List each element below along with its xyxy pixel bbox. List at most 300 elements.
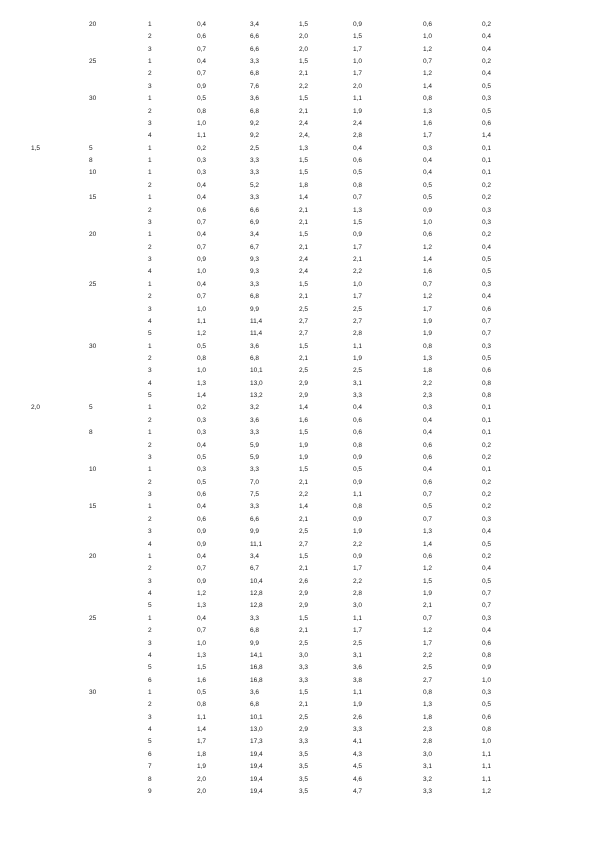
table-cell: 0,2 <box>482 503 492 511</box>
table-cell: 11,4 <box>250 330 263 338</box>
table-cell: 0,3 <box>482 280 492 288</box>
table-cell: 0,1 <box>482 157 492 165</box>
table-cell: 0,3 <box>197 416 207 424</box>
table-cell: 0,5 <box>482 354 492 362</box>
table-row <box>0 564 595 573</box>
table-cell: 3,6 <box>353 664 363 672</box>
table-cell: 1,7 <box>353 293 363 301</box>
table-cell: 1,9 <box>423 317 433 325</box>
table-cell: 0,4 <box>423 157 433 165</box>
table-cell: 0,4 <box>482 70 492 78</box>
table-cell: 25 <box>89 58 97 66</box>
table-cell: 0,4 <box>482 293 492 301</box>
table-cell: 4,5 <box>353 763 363 771</box>
table-cell: 1 <box>148 404 152 412</box>
table-cell: 30 <box>89 688 97 696</box>
table-row <box>0 515 595 524</box>
table-cell: 1 <box>148 429 152 437</box>
table-cell: 2,5 <box>299 713 309 721</box>
table-cell: 1,0 <box>197 268 207 276</box>
table-cell: 2,5 <box>299 528 309 536</box>
table-cell: 1 <box>148 58 152 66</box>
table-cell: 0,7 <box>423 515 433 523</box>
table-cell: 0,6 <box>353 416 363 424</box>
table-cell: 2 <box>148 515 152 523</box>
table-row <box>0 465 595 474</box>
table-cell: 0,2 <box>482 21 492 28</box>
table-cell: 0,6 <box>353 429 363 437</box>
table-cell: 2,5 <box>299 305 309 313</box>
table-cell: 3,3 <box>250 157 260 165</box>
table-cell: 1 <box>148 21 152 28</box>
table-cell: 3 <box>148 45 152 53</box>
table-cell: 2,1 <box>299 701 309 709</box>
table-cell: 3,3 <box>423 787 433 795</box>
table-cell: 2,0 <box>197 775 207 783</box>
table-cell: 12,8 <box>250 602 263 610</box>
table-cell: 19,4 <box>250 787 263 795</box>
table-cell: 3 <box>148 577 152 585</box>
table-cell: 1,7 <box>353 243 363 251</box>
table-cell: 19,4 <box>250 775 263 783</box>
table-cell: 1,5 <box>299 429 309 437</box>
table-cell: 1,9 <box>299 441 309 449</box>
table-cell: 1,9 <box>197 763 207 771</box>
table-cell: 0,2 <box>482 491 492 499</box>
table-row <box>0 453 595 462</box>
table-cell: 1,5 <box>299 614 309 622</box>
table-cell: 2,4 <box>299 256 309 264</box>
table-cell: 1,2 <box>423 70 433 78</box>
table-cell: 2 <box>148 565 152 573</box>
table-row <box>0 601 595 610</box>
table-cell: 1,4 <box>299 194 309 202</box>
table-cell: 4,6 <box>353 775 363 783</box>
table-cell: 5 <box>148 392 152 400</box>
table-cell: 1,5 <box>299 280 309 288</box>
table-cell: 25 <box>89 280 97 288</box>
table-cell: 1,1 <box>353 614 363 622</box>
table-cell: 1,5 <box>299 342 309 350</box>
table-cell: 1,9 <box>299 453 309 461</box>
table-cell: 1 <box>148 231 152 239</box>
table-row <box>0 502 595 511</box>
table-cell: 0,4 <box>482 627 492 635</box>
table-row <box>0 403 595 412</box>
table-row <box>0 713 595 722</box>
table-cell: 0,3 <box>197 169 207 177</box>
table-cell: 3,5 <box>299 763 309 771</box>
table-cell: 0,3 <box>482 342 492 350</box>
table-cell: 2 <box>148 701 152 709</box>
table-cell: 2,1 <box>423 602 433 610</box>
table-cell: 0,7 <box>197 565 207 573</box>
table-cell: 2,9 <box>299 590 309 598</box>
table-cell: 3,3 <box>250 614 260 622</box>
table-row <box>0 168 595 177</box>
table-row <box>0 131 595 140</box>
table-cell: 1,0 <box>423 33 433 41</box>
table-cell: 1,6 <box>197 676 207 684</box>
table-row <box>0 762 595 771</box>
table-cell: 3 <box>148 453 152 461</box>
table-cell: 6,8 <box>250 627 260 635</box>
table-cell: 2,2 <box>423 379 433 387</box>
table-cell: 3 <box>148 218 152 226</box>
table-cell: 2,5 <box>423 664 433 672</box>
table-cell: 0,7 <box>197 627 207 635</box>
table-cell: 9,3 <box>250 268 260 276</box>
table-cell: 1,7 <box>353 45 363 53</box>
table-row <box>0 230 595 239</box>
table-cell: 6,6 <box>250 33 260 41</box>
table-cell: 0,1 <box>482 429 492 437</box>
table-cell: 0,1 <box>482 466 492 474</box>
table-cell: 15 <box>89 194 97 202</box>
table-cell: 1,3 <box>423 528 433 536</box>
table-cell: 2,0 <box>299 45 309 53</box>
table-cell: 15 <box>89 503 97 511</box>
table-cell: 9,9 <box>250 305 260 313</box>
table-cell: 5 <box>148 738 152 746</box>
table-cell: 0,4 <box>423 169 433 177</box>
table-cell: 1,4 <box>197 726 207 734</box>
table-cell: 2,6 <box>353 713 363 721</box>
table-cell: 1,2 <box>423 45 433 53</box>
table-cell: 0,7 <box>197 70 207 78</box>
table-cell: 0,4 <box>197 194 207 202</box>
table-cell: 0,4 <box>482 243 492 251</box>
table-cell: 1,4 <box>197 392 207 400</box>
table-cell: 1,1 <box>353 688 363 696</box>
table-cell: 0,6 <box>482 367 492 375</box>
table-row <box>0 540 595 549</box>
table-row <box>0 737 595 746</box>
table-cell: 2,5 <box>353 367 363 375</box>
table-cell: 1,3 <box>299 144 309 152</box>
table-cell: 3,3 <box>299 738 309 746</box>
table-cell: 0,1 <box>482 416 492 424</box>
table-cell: 1,1 <box>197 317 207 325</box>
table-cell: 0,3 <box>482 688 492 696</box>
table-cell: 2,2 <box>353 540 363 548</box>
table-cell: 0,8 <box>197 107 207 115</box>
table-row <box>0 32 595 41</box>
table-row <box>0 57 595 66</box>
table-cell: 3,2 <box>423 775 433 783</box>
table-cell: 0,7 <box>197 243 207 251</box>
table-cell: 1,7 <box>353 565 363 573</box>
table-cell: 3,5 <box>299 775 309 783</box>
table-cell: 10 <box>89 466 97 474</box>
table-cell: 1,1 <box>197 132 207 140</box>
table-cell: 0,8 <box>423 688 433 696</box>
table-cell: 0,9 <box>353 21 363 28</box>
table-cell: 2,1 <box>299 107 309 115</box>
table-cell: 9,9 <box>250 528 260 536</box>
table-row <box>0 651 595 660</box>
table-cell: 2,7 <box>353 317 363 325</box>
table-cell: 0,5 <box>197 342 207 350</box>
table-cell: 3,0 <box>423 750 433 758</box>
table-cell: 3 <box>148 82 152 90</box>
table-cell: 0,5 <box>197 95 207 103</box>
table-cell: 0,7 <box>197 218 207 226</box>
table-cell: 1,2 <box>197 330 207 338</box>
table-cell: 6,8 <box>250 293 260 301</box>
table-cell: 0,5 <box>197 688 207 696</box>
table-cell: 1,5 <box>353 33 363 41</box>
table-cell: 1,5 <box>299 157 309 165</box>
table-cell: 2 <box>148 243 152 251</box>
table-cell: 2,2 <box>299 82 309 90</box>
table-cell: 0,6 <box>423 441 433 449</box>
table-cell: 1,9 <box>423 330 433 338</box>
table-cell: 3,6 <box>250 342 260 350</box>
table-cell: 1,9 <box>353 701 363 709</box>
table-cell: 0,5 <box>482 256 492 264</box>
table-cell: 3,3 <box>250 58 260 66</box>
table-cell: 30 <box>89 342 97 350</box>
table-cell: 4 <box>148 590 152 598</box>
table-cell: 16,8 <box>250 664 263 672</box>
table-cell: 4 <box>148 379 152 387</box>
table-cell: 0,9 <box>197 82 207 90</box>
table-cell: 1,0 <box>482 676 492 684</box>
table-row <box>0 391 595 400</box>
table-cell: 0,7 <box>482 590 492 598</box>
table-cell: 2 <box>148 441 152 449</box>
table-cell: 3,3 <box>299 676 309 684</box>
table-row <box>0 416 595 425</box>
table-cell: 1,5 <box>299 231 309 239</box>
table-cell: 3,3 <box>353 726 363 734</box>
table-cell: 1 <box>148 614 152 622</box>
table-cell: 3,6 <box>250 95 260 103</box>
table-cell: 1,4 <box>423 540 433 548</box>
table-cell: 8 <box>89 157 93 165</box>
table-cell: 0,6 <box>197 491 207 499</box>
table-row <box>0 144 595 153</box>
table-row <box>0 255 595 264</box>
table-cell: 1,6 <box>423 119 433 127</box>
table-cell: 1,2 <box>423 565 433 573</box>
table-cell: 3 <box>148 119 152 127</box>
table-cell: 0,6 <box>482 713 492 721</box>
table-cell: 20 <box>89 231 97 239</box>
table-cell: 0,8 <box>353 441 363 449</box>
table-cell: 2,9 <box>299 392 309 400</box>
table-row <box>0 119 595 128</box>
table-cell: 10 <box>89 169 97 177</box>
table-cell: 0,1 <box>482 169 492 177</box>
table-cell: 0,8 <box>353 503 363 511</box>
table-cell: 1,4 <box>423 256 433 264</box>
table-cell: 0,4 <box>423 416 433 424</box>
table-cell: 3,5 <box>299 787 309 795</box>
table-cell: 1,3 <box>353 206 363 214</box>
table-cell: 0,4 <box>482 528 492 536</box>
table-cell: 1,0 <box>423 218 433 226</box>
table-cell: 0,9 <box>353 231 363 239</box>
table-cell: 0,5 <box>353 466 363 474</box>
table-cell: 2,0 <box>299 33 309 41</box>
table-row <box>0 280 595 289</box>
table-cell: 4,1 <box>353 738 363 746</box>
table-row <box>0 206 595 215</box>
table-cell: 3,6 <box>250 416 260 424</box>
table-cell: 0,8 <box>482 392 492 400</box>
table-cell: 0,6 <box>197 206 207 214</box>
table-cell: 0,7 <box>197 45 207 53</box>
table-cell: 0,5 <box>482 540 492 548</box>
table-cell: 3,0 <box>353 602 363 610</box>
table-cell: 1,8 <box>197 750 207 758</box>
table-cell: 1,5 <box>299 466 309 474</box>
table-cell: 1,5 <box>423 577 433 585</box>
table-cell: 1,1 <box>353 342 363 350</box>
table-cell: 2,5 <box>353 305 363 313</box>
table-cell: 0,2 <box>482 231 492 239</box>
table-cell: 1,9 <box>353 107 363 115</box>
table-cell: 1 <box>148 466 152 474</box>
table-cell: 2,9 <box>299 602 309 610</box>
table-cell: 1,1 <box>197 713 207 721</box>
table-cell: 6,7 <box>250 243 260 251</box>
table-cell: 1,3 <box>423 107 433 115</box>
table-cell: 13,0 <box>250 726 263 734</box>
table-row <box>0 552 595 561</box>
table-cell: 3,3 <box>250 280 260 288</box>
table-cell: 1,5 <box>353 218 363 226</box>
table-cell: 0,4 <box>423 429 433 437</box>
table-cell: 0,4 <box>423 466 433 474</box>
table-cell: 8 <box>148 775 152 783</box>
table-cell: 0,2 <box>482 552 492 560</box>
table-cell: 2,0 <box>353 82 363 90</box>
table-cell: 0,2 <box>197 404 207 412</box>
table-cell: 2,2 <box>353 268 363 276</box>
table-cell: 2,5 <box>353 639 363 647</box>
table-cell: 0,5 <box>482 577 492 585</box>
table-cell: 2,8 <box>353 590 363 598</box>
table-cell: 1,1 <box>353 95 363 103</box>
table-cell: 2,7 <box>299 330 309 338</box>
table-cell: 1,0 <box>197 305 207 313</box>
table-cell: 0,7 <box>423 491 433 499</box>
table-cell: 1,0 <box>197 367 207 375</box>
table-cell: 0,4 <box>197 231 207 239</box>
table-cell: 2,5 <box>299 639 309 647</box>
table-cell: 1 <box>148 552 152 560</box>
table-cell: 7,6 <box>250 82 260 90</box>
table-cell: 3,4 <box>250 21 260 28</box>
table-cell: 0,8 <box>423 342 433 350</box>
table-cell: 2 <box>148 181 152 189</box>
table-cell: 1,3 <box>197 602 207 610</box>
table-cell: 5 <box>148 602 152 610</box>
table-cell: 2,4, <box>299 132 310 140</box>
table-cell: 1,3 <box>197 651 207 659</box>
table-cell: 6,7 <box>250 565 260 573</box>
table-cell: 3 <box>148 367 152 375</box>
table-cell: 5 <box>148 664 152 672</box>
table-cell: 3,4 <box>250 231 260 239</box>
table-cell: 2,0 <box>31 404 41 412</box>
table-cell: 6,6 <box>250 206 260 214</box>
table-cell: 2,5 <box>250 144 260 152</box>
table-cell: 5 <box>148 330 152 338</box>
table-cell: 1 <box>148 194 152 202</box>
table-cell: 2,1 <box>299 627 309 635</box>
table-cell: 6 <box>148 750 152 758</box>
table-row <box>0 107 595 116</box>
table-cell: 1,7 <box>197 738 207 746</box>
table-cell: 1 <box>148 157 152 165</box>
table-row <box>0 589 595 598</box>
table-cell: 3,3 <box>250 503 260 511</box>
table-row <box>0 775 595 784</box>
table-cell: 3,3 <box>250 466 260 474</box>
table-cell: 0,6 <box>423 231 433 239</box>
table-cell: 2,4 <box>353 119 363 127</box>
table-cell: 1,6 <box>423 268 433 276</box>
table-row <box>0 700 595 709</box>
table-cell: 3,5 <box>299 750 309 758</box>
table-cell: 4 <box>148 540 152 548</box>
table-cell: 19,4 <box>250 750 263 758</box>
table-row <box>0 156 595 165</box>
table-cell: 1,9 <box>353 528 363 536</box>
table-cell: 0,6 <box>423 21 433 28</box>
table-cell: 2,1 <box>299 565 309 573</box>
table-cell: 9,9 <box>250 639 260 647</box>
table-row <box>0 379 595 388</box>
table-cell: 1,5 <box>299 21 309 28</box>
table-row <box>0 267 595 276</box>
table-cell: 2,7 <box>299 317 309 325</box>
table-cell: 2,4 <box>299 119 309 127</box>
table-cell: 20 <box>89 552 97 560</box>
table-cell: 2 <box>148 33 152 41</box>
table-cell: 0,7 <box>482 330 492 338</box>
table-cell: 3,6 <box>250 688 260 696</box>
table-cell: 0,7 <box>423 58 433 66</box>
table-cell: 3 <box>148 713 152 721</box>
table-cell: 0,9 <box>197 256 207 264</box>
table-cell: 0,9 <box>482 664 492 672</box>
table-cell: 0,7 <box>423 614 433 622</box>
table-cell: 5,9 <box>250 441 260 449</box>
table-row <box>0 342 595 351</box>
table-cell: 1,1 <box>353 491 363 499</box>
table-cell: 3,1 <box>353 379 363 387</box>
table-cell: 7,5 <box>250 491 260 499</box>
table-row <box>0 787 595 796</box>
table-cell: 7,0 <box>250 478 260 486</box>
table-cell: 9,2 <box>250 119 260 127</box>
table-cell: 0,6 <box>482 305 492 313</box>
table-cell: 2,5 <box>299 367 309 375</box>
table-cell: 0,8 <box>482 726 492 734</box>
table-cell: 1,2 <box>423 243 433 251</box>
table-cell: 1,5 <box>197 664 207 672</box>
table-row <box>0 614 595 623</box>
table-cell: 1,1 <box>482 763 492 771</box>
table-cell: 2,1 <box>299 243 309 251</box>
table-cell: 10,4 <box>250 577 263 585</box>
table-cell: 17,3 <box>250 738 263 746</box>
